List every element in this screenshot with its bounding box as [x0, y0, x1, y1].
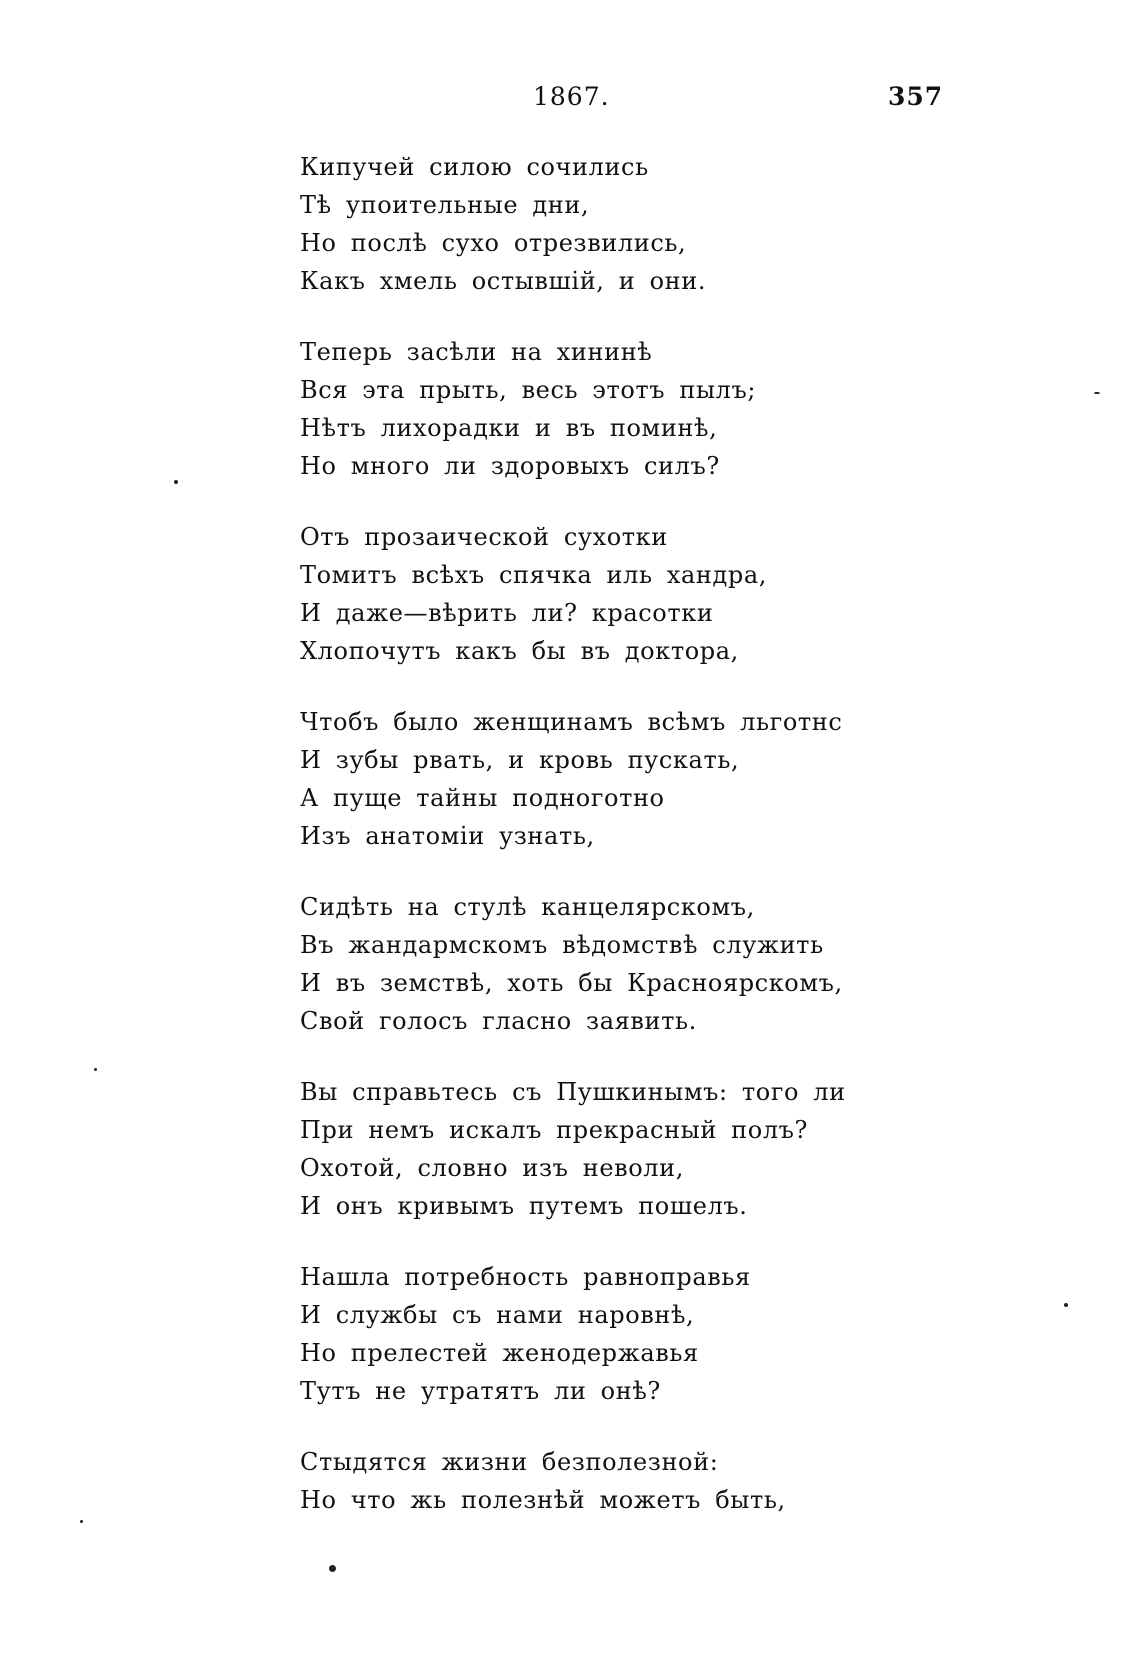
poem-line: Отъ прозаической сухотки	[300, 523, 668, 551]
stanza-7	[300, 1258, 860, 1410]
stanza-2	[300, 333, 860, 485]
scan-speck	[80, 1520, 83, 1523]
stanza-8	[300, 1443, 860, 1519]
scan-speck	[329, 1565, 336, 1572]
poem-line: Хлопочутъ какъ бы въ доктора,	[300, 637, 739, 665]
running-header	[0, 82, 1140, 122]
poem-line: При немъ искалъ прекрасный полъ?	[300, 1116, 809, 1144]
scan-speck	[174, 480, 178, 484]
poem-line: И даже—вѣрить ли? красотки	[300, 599, 714, 627]
poem-line: Но много ли здоровыхъ силъ?	[300, 452, 720, 480]
poem-line: Тѣ упоительные дни,	[300, 191, 590, 219]
poem-line: Но послѣ сухо отрезвились,	[300, 229, 687, 257]
poem-line: А пуще тайны подноготно	[300, 784, 665, 812]
poem-line: Охотой, словно изъ неволи,	[300, 1154, 684, 1182]
poem-text	[300, 148, 860, 1552]
stanza-1	[300, 148, 860, 300]
poem-line: Но что жь полезнѣй можетъ быть,	[300, 1486, 786, 1514]
poem-line: Какъ хмель остывшій, и они.	[300, 267, 707, 295]
scan-speck	[1094, 392, 1100, 394]
stanza-4	[300, 703, 860, 855]
header-year: 1867.	[533, 82, 610, 111]
poem-line: Вы справьтесь съ Пушкинымъ: того ли	[300, 1078, 846, 1106]
poem-line: Теперь засѣли на хининѣ	[300, 338, 653, 366]
poem-line: Нашла потребность равноправья	[300, 1263, 751, 1291]
poem-line: И онъ кривымъ путемъ пошелъ.	[300, 1192, 748, 1220]
page-number: 357	[888, 82, 944, 111]
poem-line: И въ земствѣ, хоть бы Красноярскомъ,	[300, 969, 843, 997]
poem-line: Въ жандармскомъ вѣдомствѣ служить	[300, 931, 824, 959]
poem-line: И службы съ нами наровнѣ,	[300, 1301, 695, 1329]
stanza-5	[300, 888, 860, 1040]
poem-line: И зубы рвать, и кровь пускать,	[300, 746, 740, 774]
poem-line: Тутъ не утратятъ ли онѣ?	[300, 1377, 661, 1405]
scan-speck	[1064, 1303, 1068, 1307]
stanza-3	[300, 518, 860, 670]
scan-speck	[94, 1068, 97, 1071]
poem-line: Но прелестей женодержавья	[300, 1339, 699, 1367]
poem-line: Изъ анатоміи узнать,	[300, 822, 595, 850]
poem-line: Нѣтъ лихорадки и въ поминѣ,	[300, 414, 718, 442]
stanza-6	[300, 1073, 860, 1225]
poem-line: Кипучей силою сочились	[300, 153, 649, 181]
poem-line: Свой голосъ гласно заявить.	[300, 1007, 697, 1035]
poem-line: Стыдятся жизни безполезной:	[300, 1448, 719, 1476]
poem-line: Сидѣть на стулѣ канцелярскомъ,	[300, 893, 755, 921]
poem-line: Чтобъ было женщинамъ всѣмъ льготнс	[300, 708, 843, 736]
poem-line: Томитъ всѣхъ спячка иль хандра,	[300, 561, 767, 589]
poem-line: Вся эта прыть, весь этотъ пылъ;	[300, 376, 757, 404]
